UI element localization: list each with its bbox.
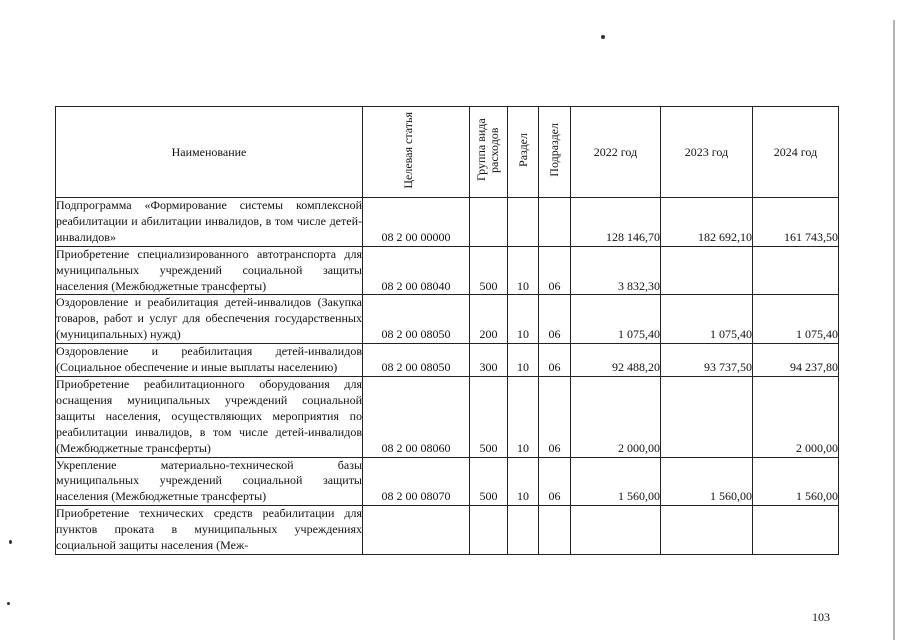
table-row	[56, 198, 839, 247]
row-name: Приобретение реабилитационного оборудования для оснащения муниципальных учреждений социальной защиты населения, осуществляющих мероприятия по реабилитации инвалидов, в том числе детей-инвалидов (Межбюджетные трансферты)	[56, 376, 363, 457]
row-2022: 128 146,70	[571, 198, 661, 247]
row-group	[470, 506, 508, 555]
row-code: 08 2 00 08050	[363, 295, 470, 344]
scan-speck	[7, 602, 10, 605]
row-name: Подпрограмма «Формирование системы комплексной реабилитации и абилитации инвалидов, в том числе детей-инвалидов»	[56, 198, 363, 247]
row-2024: 1 560,00	[753, 457, 839, 506]
row-subsection: 06	[539, 457, 571, 506]
budget-table	[55, 106, 839, 555]
row-2022: 1 560,00	[571, 457, 661, 506]
row-section: 10	[508, 295, 539, 344]
row-2023: 182 692,10	[661, 198, 753, 247]
row-2023	[661, 246, 753, 295]
header-2024: 2024 год	[753, 107, 839, 198]
header-2023: 2023 год	[661, 107, 753, 198]
row-code: 08 2 00 08050	[363, 344, 470, 377]
row-group: 500	[470, 457, 508, 506]
table-row	[56, 457, 839, 506]
row-subsection: 06	[539, 344, 571, 377]
row-section: 10	[508, 376, 539, 457]
row-2024: 1 075,40	[753, 295, 839, 344]
row-2024	[753, 506, 839, 555]
row-section: 10	[508, 344, 539, 377]
row-group: 500	[470, 246, 508, 295]
row-code	[363, 506, 470, 555]
page-number: 103	[812, 610, 830, 624]
scan-speck	[601, 35, 605, 39]
row-2023: 93 737,50	[661, 344, 753, 377]
table-row	[56, 295, 839, 344]
table-row	[56, 246, 839, 295]
row-2022: 92 488,20	[571, 344, 661, 377]
header-target-article: Целевая статья	[363, 107, 470, 198]
scan-speck	[9, 540, 12, 544]
row-2024: 161 743,50	[753, 198, 839, 247]
row-code: 08 2 00 08040	[363, 246, 470, 295]
row-2024	[753, 246, 839, 295]
row-subsection: 06	[539, 246, 571, 295]
row-group: 300	[470, 344, 508, 377]
row-name: Оздоровление и реабилитация детей-инвалидов (Социальное обеспечение и иные выплаты населению)	[56, 344, 363, 377]
row-section	[508, 506, 539, 555]
row-2024: 94 237,80	[753, 344, 839, 377]
row-2023	[661, 376, 753, 457]
row-subsection	[539, 506, 571, 555]
row-name: Оздоровление и реабилитация детей-инвалидов (Закупка товаров, работ и услуг для обеспечения государственных (муниципальных) нужд)	[56, 295, 363, 344]
table-row	[56, 506, 839, 555]
row-group	[470, 198, 508, 247]
table-header-row	[56, 107, 839, 198]
table-row	[56, 376, 839, 457]
row-2023: 1 075,40	[661, 295, 753, 344]
row-section: 10	[508, 457, 539, 506]
scan-edge-line	[893, 20, 895, 640]
row-subsection	[539, 198, 571, 247]
row-name: Приобретение специализированного автотранспорта для муниципальных учреждений социальной защиты населения (Межбюджетные трансферты)	[56, 246, 363, 295]
row-subsection: 06	[539, 295, 571, 344]
row-code: 08 2 00 08070	[363, 457, 470, 506]
header-name: Наименование	[56, 107, 363, 198]
row-2024: 2 000,00	[753, 376, 839, 457]
row-2023: 1 560,00	[661, 457, 753, 506]
header-2022: 2022 год	[571, 107, 661, 198]
row-2022: 1 075,40	[571, 295, 661, 344]
row-2023	[661, 506, 753, 555]
row-2022: 2 000,00	[571, 376, 661, 457]
row-group: 200	[470, 295, 508, 344]
row-code: 08 2 00 08060	[363, 376, 470, 457]
header-subsection: Подраздел	[539, 107, 571, 198]
row-2022: 3 832,30	[571, 246, 661, 295]
row-code: 08 2 00 00000	[363, 198, 470, 247]
header-expense-group: Группа вида расходов	[470, 107, 508, 198]
row-section: 10	[508, 246, 539, 295]
row-group: 500	[470, 376, 508, 457]
header-section: Раздел	[508, 107, 539, 198]
row-name: Укрепление материально-технической базы муниципальных учреждений социальной защиты населения (Межбюджетные трансферты)	[56, 457, 363, 506]
row-subsection: 06	[539, 376, 571, 457]
row-name: Приобретение технических средств реабилитации для пунктов проката в муниципальных учреждениях социальной защиты населения (Меж-	[56, 506, 363, 555]
row-section	[508, 198, 539, 247]
row-2022	[571, 506, 661, 555]
table-row	[56, 344, 839, 377]
